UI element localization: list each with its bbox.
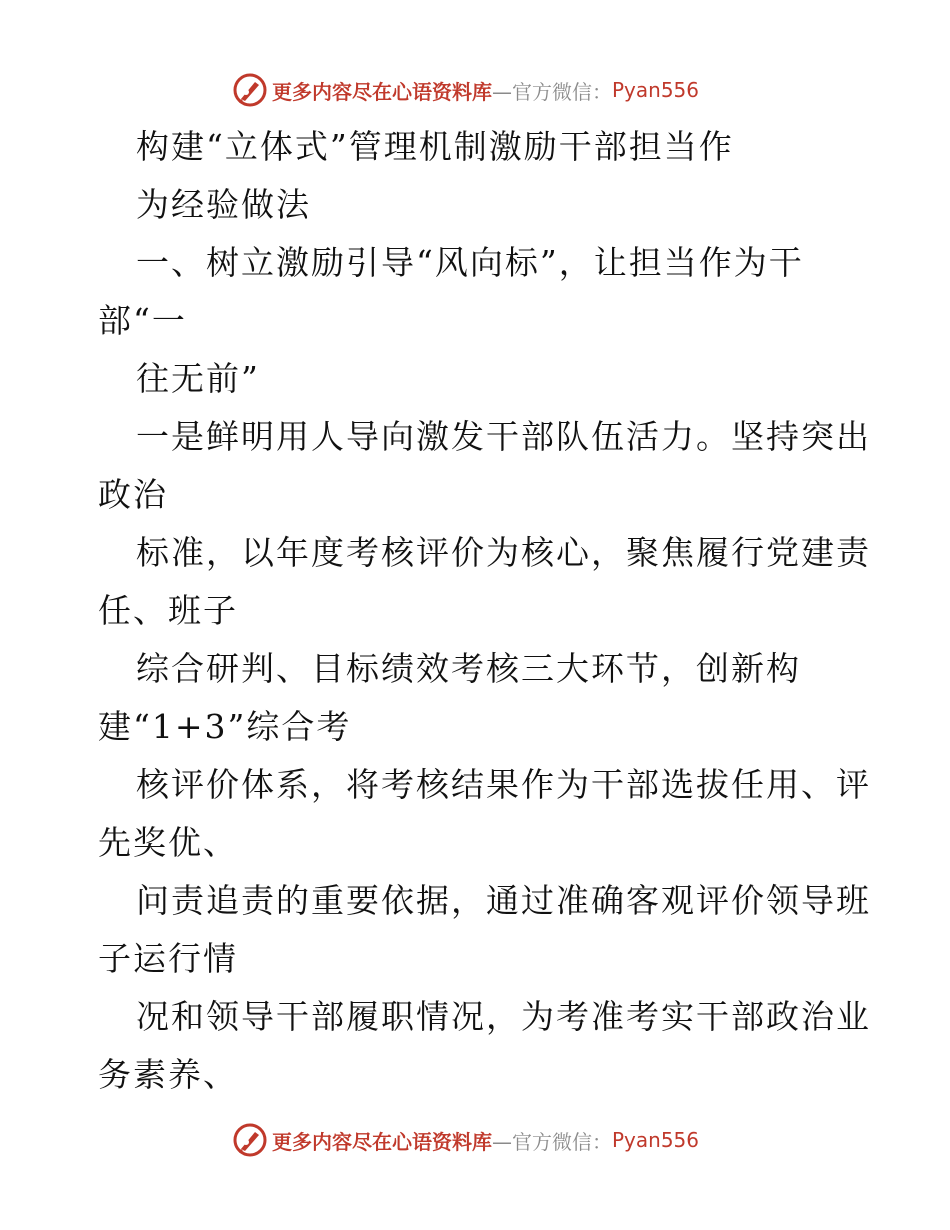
banner-wechat-id: Pyan556 xyxy=(612,78,700,102)
paragraph-line: 子运行情 xyxy=(98,939,238,978)
paragraph-line: 综合研判、目标绩效考核三大环节，创新构 xyxy=(136,649,801,688)
paragraph-line: 况和领导干部履职情况，为考准考实干部政治业 xyxy=(136,997,871,1036)
section-heading-line-2: 部“一 xyxy=(98,301,187,340)
banner-site-name: 更多内容尽在心语资料库 xyxy=(272,79,492,104)
banner-wechat-label: —官方微信： xyxy=(492,79,612,104)
banner-wechat-id: Pyan556 xyxy=(612,1128,700,1152)
header-banner xyxy=(232,70,699,110)
section-heading-line-1: 一、树立激励引导“风向标”，让担当作为干 xyxy=(136,243,804,282)
paragraph-line: 问责追责的重要依据，通过准确客观评价领导班 xyxy=(136,881,871,920)
paragraph-line: 标准，以年度考核评价为核心，聚焦履行党建责 xyxy=(136,533,871,572)
pen-logo-icon xyxy=(232,1122,268,1158)
paragraph-line: 先奖优、 xyxy=(98,823,238,862)
paragraph-line: 一是鲜明用人导向激发干部队伍活力。坚持突出 xyxy=(136,417,871,456)
paragraph-line: 务素养、 xyxy=(98,1055,238,1094)
paragraph-line: 任、班子 xyxy=(98,591,238,630)
paragraph-line: 政治 xyxy=(98,475,168,514)
banner-site-name: 更多内容尽在心语资料库 xyxy=(272,1129,492,1154)
paragraph-line: 核评价体系，将考核结果作为干部选拔任用、评 xyxy=(136,765,871,804)
title-line-1: 构建“立体式”管理机制激励干部担当作 xyxy=(136,127,734,166)
document-body xyxy=(98,118,871,1104)
title-line-2: 为经验做法 xyxy=(136,185,311,224)
pen-logo-icon xyxy=(232,72,268,108)
paragraph-line: 建“1+3”综合考 xyxy=(98,707,352,746)
banner-wechat-label: —官方微信： xyxy=(492,1129,612,1154)
section-heading-line-3: 往无前” xyxy=(136,359,260,398)
footer-banner xyxy=(232,1120,699,1160)
